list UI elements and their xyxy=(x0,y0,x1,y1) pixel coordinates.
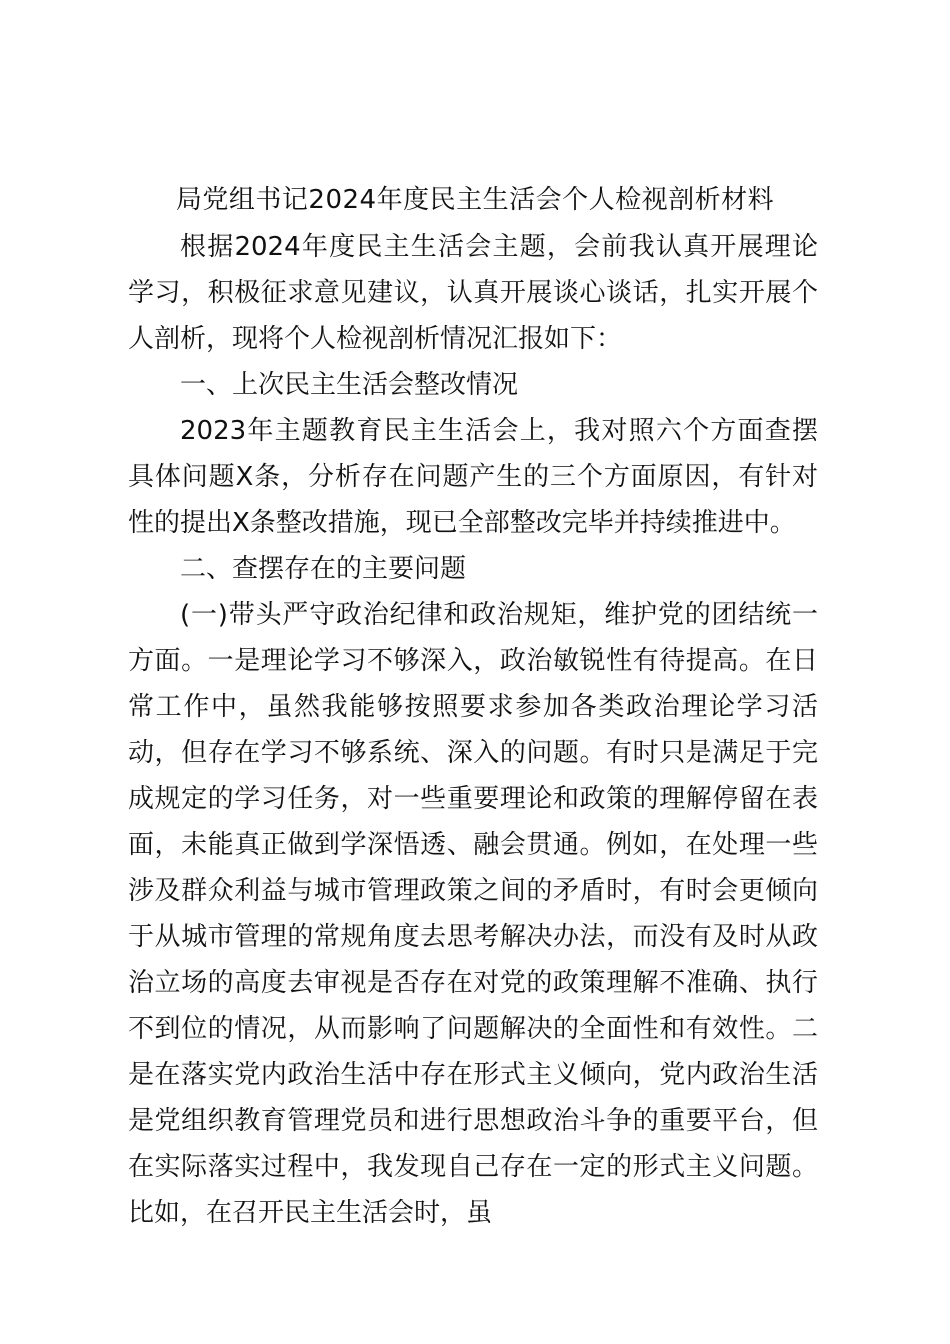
section-heading-2: 二、查摆存在的主要问题 xyxy=(180,554,467,584)
document-title: 局党组书记2024年度民主生活会个人检视剖析材料 xyxy=(175,185,775,215)
paragraph-rectification: 2023年主题教育民主生活会上，我对照六个方面查摆具体问题X条，分析存在问题产生的三个方面原因，有针对性的提出X条整改措施，现已全部整改完毕并持续推进中。 xyxy=(128,416,818,538)
paragraph-problems: (一)带头严守政治纪律和政治规矩，维护党的团结统一方面。一是理论学习不够深入，政治敏锐性有待提高。在日常工作中，虽然我能够按照要求参加各类政治理论学习活动，但存在学习不够系统、深入的问题。有时只是满足于完成规定的学习任务，对一些重要理论和政策的理解停留在表面，未能真正做到学深悟透、融会贯通。例如，在处理一些涉及群众利益与城市管理政策之间的矛盾时，有时会更倾向于从城市管理的常规角度去思考解决办法，而没有及时从政治立场的高度去审视是否存在对党的政策理解不准确、执行不到位的情况，从而影响了问题解决的全面性和有效性。二是在落实党内政治生活中存在形式主义倾向，党内政治生活是党组织教育管理党员和进行思想政治斗争的重要平台，但在实际落实过程中，我发现自己存在一定的形式主义问题。比如，在召开民主生活会时，虽 xyxy=(128,600,818,1228)
section-heading-1: 一、上次民主生活会整改情况 xyxy=(180,370,519,400)
paragraph-intro: 根据2024年度民主生活会主题，会前我认真开展理论学习，积极征求意见建议，认真开展谈心谈话，扎实开展个人剖析，现将个人检视剖析情况汇报如下： xyxy=(128,232,818,354)
document-body xyxy=(128,224,818,1236)
